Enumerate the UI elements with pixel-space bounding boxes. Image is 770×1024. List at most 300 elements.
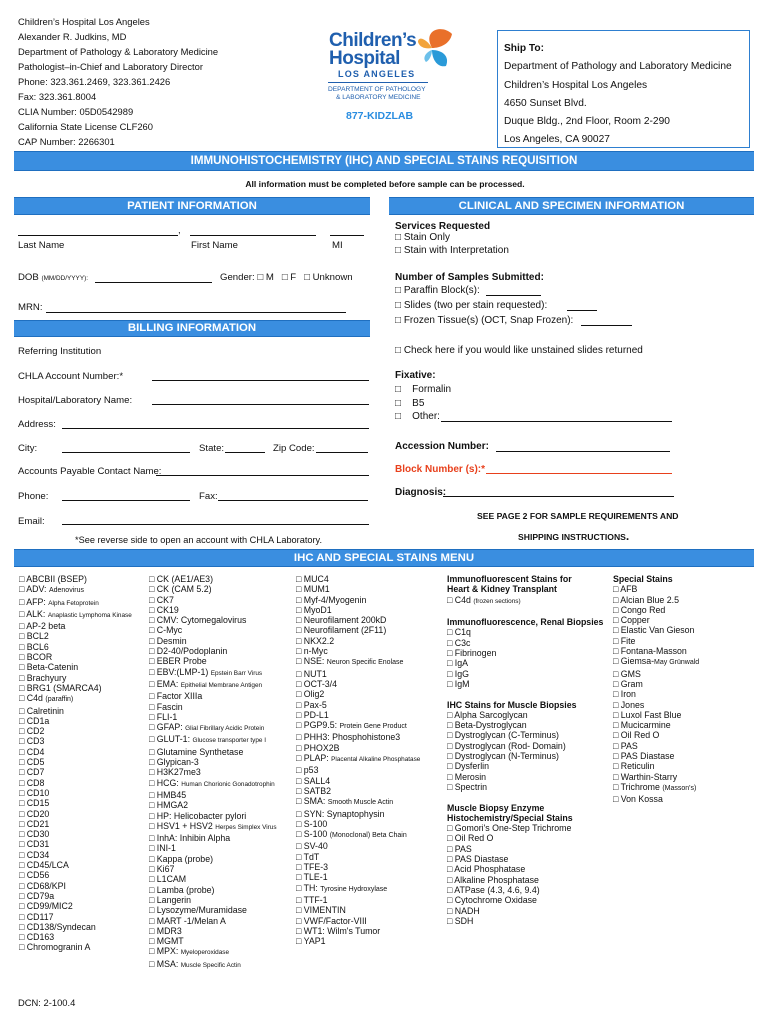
- stain-option[interactable]: [149, 757, 277, 767]
- stain-option[interactable]: [613, 605, 699, 615]
- stain-option[interactable]: [296, 743, 420, 753]
- stain-checkbox[interactable]: □: [296, 594, 302, 605]
- stain-option[interactable]: [19, 798, 132, 808]
- stain-checkbox[interactable]: □: [447, 843, 453, 854]
- stain-checkbox[interactable]: □: [613, 594, 619, 605]
- stain-checkbox[interactable]: □: [149, 604, 155, 615]
- stain-option[interactable]: [149, 926, 277, 936]
- stain-option[interactable]: [613, 584, 699, 594]
- stain-option[interactable]: [447, 710, 603, 720]
- first-name-line[interactable]: [190, 235, 316, 236]
- stain-option[interactable]: [19, 850, 132, 860]
- stain-checkbox[interactable]: □: [19, 705, 25, 716]
- gender-f-checkbox[interactable]: □: [276, 272, 291, 283]
- stain-checkbox[interactable]: □: [19, 682, 25, 693]
- stain-checkbox[interactable]: □: [149, 666, 155, 677]
- stain-checkbox[interactable]: □: [19, 608, 25, 619]
- stain-option[interactable]: [149, 584, 277, 594]
- stain-checkbox[interactable]: □: [149, 646, 155, 657]
- stain-option[interactable]: [447, 648, 603, 658]
- stain-option[interactable]: [149, 874, 277, 884]
- stain-option[interactable]: [447, 823, 603, 833]
- stain-checkbox[interactable]: □: [613, 751, 619, 762]
- stain-checkbox[interactable]: □: [447, 761, 453, 772]
- stain-checkbox[interactable]: □: [447, 874, 453, 885]
- fixative-other[interactable]: □ Other:: [395, 411, 440, 422]
- stain-option[interactable]: [296, 625, 420, 635]
- stain-option[interactable]: [296, 700, 420, 710]
- stain-option[interactable]: [613, 679, 699, 689]
- stain-option[interactable]: [149, 895, 277, 905]
- stain-checkbox[interactable]: □: [296, 829, 302, 840]
- stain-checkbox[interactable]: □: [613, 761, 619, 772]
- stain-option[interactable]: [296, 584, 420, 594]
- stain-checkbox[interactable]: □: [447, 594, 453, 605]
- stain-checkbox[interactable]: □: [296, 709, 302, 720]
- stain-checkbox[interactable]: □: [19, 818, 25, 829]
- gender-unknown-checkbox[interactable]: □: [298, 272, 313, 283]
- stain-checkbox[interactable]: □: [613, 730, 619, 741]
- stain-checkbox[interactable]: □: [149, 746, 155, 757]
- stain-option[interactable]: [19, 716, 132, 726]
- stain-checkbox[interactable]: □: [19, 860, 25, 871]
- stain-checkbox[interactable]: □: [19, 641, 25, 652]
- stain-checkbox[interactable]: □: [149, 925, 155, 936]
- stain-option[interactable]: [613, 669, 699, 679]
- stain-option[interactable]: [149, 905, 277, 915]
- stain-checkbox[interactable]: □: [149, 767, 155, 778]
- address-line[interactable]: [62, 428, 369, 429]
- ap-contact-line[interactable]: [156, 475, 369, 476]
- stain-option[interactable]: [149, 646, 277, 656]
- stain-option[interactable]: [149, 636, 277, 646]
- stain-checkbox[interactable]: □: [447, 823, 453, 834]
- stain-checkbox[interactable]: □: [613, 604, 619, 615]
- stain-checkbox[interactable]: □: [296, 818, 302, 829]
- stain-checkbox[interactable]: □: [447, 709, 453, 720]
- stain-option[interactable]: [19, 922, 132, 932]
- stain-option[interactable]: [19, 870, 132, 880]
- stain-checkbox[interactable]: □: [296, 574, 302, 584]
- stain-option[interactable]: [149, 843, 277, 853]
- stain-checkbox[interactable]: □: [296, 775, 302, 786]
- stain-option[interactable]: [149, 821, 277, 833]
- stain-checkbox[interactable]: □: [19, 890, 25, 901]
- stain-checkbox[interactable]: □: [19, 574, 25, 584]
- stain-checkbox[interactable]: □: [447, 833, 453, 844]
- stain-option[interactable]: [296, 916, 420, 926]
- stain-option[interactable]: [149, 790, 277, 800]
- stain-checkbox[interactable]: □: [149, 574, 155, 584]
- stain-option[interactable]: [149, 625, 277, 635]
- stain-option[interactable]: [296, 926, 420, 936]
- stain-checkbox[interactable]: □: [296, 915, 302, 926]
- stain-option[interactable]: [149, 811, 277, 821]
- stain-checkbox[interactable]: □: [19, 787, 25, 798]
- stain-checkbox[interactable]: □: [149, 691, 155, 702]
- stain-option[interactable]: [447, 595, 603, 607]
- stain-option[interactable]: [296, 862, 420, 872]
- stain-checkbox[interactable]: □: [19, 921, 25, 932]
- stain-checkbox[interactable]: □: [149, 701, 155, 712]
- stain-option[interactable]: [447, 864, 603, 874]
- stain-checkbox[interactable]: □: [149, 936, 155, 947]
- stain-checkbox[interactable]: □: [149, 874, 155, 885]
- stain-checkbox[interactable]: □: [613, 794, 619, 805]
- stain-option[interactable]: [19, 726, 132, 736]
- stain-checkbox[interactable]: □: [149, 810, 155, 821]
- city-line[interactable]: [62, 452, 190, 453]
- stain-option[interactable]: [613, 646, 699, 656]
- stain-option[interactable]: [613, 751, 699, 761]
- stain-option[interactable]: [447, 741, 603, 751]
- stain-checkbox[interactable]: □: [613, 584, 619, 595]
- stain-checkbox[interactable]: □: [19, 672, 25, 683]
- stain-checkbox[interactable]: □: [447, 627, 453, 638]
- stain-checkbox[interactable]: □: [149, 678, 155, 689]
- stain-checkbox[interactable]: □: [296, 689, 302, 700]
- stain-checkbox[interactable]: □: [19, 808, 25, 819]
- stain-checkbox[interactable]: □: [447, 771, 453, 782]
- stain-option[interactable]: [613, 730, 699, 740]
- stain-option[interactable]: [296, 595, 420, 605]
- stain-checkbox[interactable]: □: [296, 615, 302, 626]
- stain-option[interactable]: [19, 860, 132, 870]
- stain-checkbox[interactable]: □: [19, 839, 25, 850]
- stain-option[interactable]: [149, 916, 277, 926]
- stain-checkbox[interactable]: □: [19, 932, 25, 943]
- stain-checkbox[interactable]: □: [296, 796, 302, 807]
- stain-option[interactable]: [19, 912, 132, 922]
- stain-option[interactable]: [296, 829, 420, 841]
- stain-checkbox[interactable]: □: [149, 625, 155, 636]
- stain-checkbox[interactable]: □: [613, 635, 619, 646]
- stain-checkbox[interactable]: □: [447, 895, 453, 906]
- stain-option[interactable]: [19, 757, 132, 767]
- stain-option[interactable]: [19, 609, 132, 621]
- stain-option[interactable]: [296, 872, 420, 882]
- stain-option[interactable]: [149, 595, 277, 605]
- stain-checkbox[interactable]: □: [149, 800, 155, 811]
- stain-checkbox[interactable]: □: [447, 637, 453, 648]
- stain-option[interactable]: [19, 839, 132, 849]
- stain-checkbox[interactable]: □: [613, 689, 619, 700]
- stain-option[interactable]: [613, 741, 699, 751]
- stain-checkbox[interactable]: □: [296, 635, 302, 646]
- stain-option[interactable]: [447, 761, 603, 771]
- stain-checkbox[interactable]: □: [296, 732, 302, 743]
- stain-option[interactable]: [19, 829, 132, 839]
- stain-checkbox[interactable]: □: [149, 734, 155, 745]
- stain-checkbox[interactable]: □: [296, 656, 302, 667]
- stain-checkbox[interactable]: □: [447, 678, 453, 689]
- stain-option[interactable]: [296, 710, 420, 720]
- stain-checkbox[interactable]: □: [149, 757, 155, 768]
- phone-line[interactable]: [62, 500, 190, 501]
- hospital-name-line[interactable]: [152, 404, 369, 405]
- stain-checkbox[interactable]: □: [296, 808, 302, 819]
- stain-option[interactable]: [613, 772, 699, 782]
- stain-option[interactable]: [447, 658, 603, 668]
- stain-checkbox[interactable]: □: [149, 615, 155, 626]
- stain-option[interactable]: [19, 788, 132, 798]
- sample-paraffin[interactable]: □ Paraffin Block(s):: [395, 285, 480, 296]
- stain-option[interactable]: [149, 959, 277, 971]
- fixative-b5[interactable]: □ B5: [395, 398, 425, 409]
- paraffin-count-line[interactable]: [486, 295, 541, 296]
- stain-option[interactable]: [19, 574, 132, 584]
- stain-option[interactable]: [149, 722, 277, 734]
- dob-line[interactable]: [95, 282, 212, 283]
- stain-option[interactable]: [613, 615, 699, 625]
- stain-checkbox[interactable]: □: [447, 905, 453, 916]
- stain-checkbox[interactable]: □: [149, 833, 155, 844]
- stain-option[interactable]: [19, 747, 132, 757]
- stain-option[interactable]: [19, 652, 132, 662]
- stain-option[interactable]: [296, 936, 420, 946]
- stain-option[interactable]: [149, 615, 277, 625]
- stain-option[interactable]: [296, 636, 420, 646]
- stain-checkbox[interactable]: □: [149, 905, 155, 916]
- stain-option[interactable]: [19, 932, 132, 942]
- stain-option[interactable]: [447, 669, 603, 679]
- stain-option[interactable]: [19, 891, 132, 901]
- stain-checkbox[interactable]: □: [296, 753, 302, 764]
- stain-checkbox[interactable]: □: [613, 668, 619, 679]
- stain-checkbox[interactable]: □: [296, 936, 302, 947]
- stain-checkbox[interactable]: □: [613, 699, 619, 710]
- stain-checkbox[interactable]: □: [447, 648, 453, 659]
- stain-checkbox[interactable]: □: [613, 678, 619, 689]
- stain-option[interactable]: [19, 621, 132, 631]
- stain-option[interactable]: [19, 778, 132, 788]
- stain-checkbox[interactable]: □: [296, 872, 302, 883]
- stain-option[interactable]: [19, 819, 132, 829]
- stain-option[interactable]: [19, 767, 132, 777]
- stain-checkbox[interactable]: □: [613, 709, 619, 720]
- stain-option[interactable]: [296, 883, 420, 895]
- stain-option[interactable]: [19, 662, 132, 672]
- stain-checkbox[interactable]: □: [447, 730, 453, 741]
- stain-checkbox[interactable]: □: [19, 942, 25, 953]
- sample-slides[interactable]: □ Slides (two per stain requested):: [395, 300, 548, 311]
- stain-option[interactable]: [149, 712, 277, 722]
- stain-checkbox[interactable]: □: [296, 785, 302, 796]
- stain-option[interactable]: [19, 901, 132, 911]
- stain-option[interactable]: [296, 809, 420, 819]
- stain-option[interactable]: [296, 895, 420, 905]
- stain-option[interactable]: [149, 574, 277, 584]
- fixative-other-line[interactable]: [441, 421, 672, 422]
- stain-option[interactable]: [613, 720, 699, 730]
- stain-option[interactable]: [149, 605, 277, 615]
- stain-checkbox[interactable]: □: [447, 658, 453, 669]
- service-stain-only[interactable]: □ Stain Only: [395, 232, 450, 243]
- stain-checkbox[interactable]: □: [149, 915, 155, 926]
- stain-checkbox[interactable]: □: [19, 631, 25, 642]
- stain-option[interactable]: [447, 679, 603, 689]
- stain-checkbox[interactable]: □: [19, 736, 25, 747]
- stain-option[interactable]: [296, 753, 420, 765]
- stain-checkbox[interactable]: □: [296, 646, 302, 657]
- stain-checkbox[interactable]: □: [19, 757, 25, 768]
- stain-checkbox[interactable]: □: [447, 854, 453, 865]
- stain-checkbox[interactable]: □: [613, 771, 619, 782]
- stain-option[interactable]: [613, 625, 699, 635]
- stain-option[interactable]: [613, 761, 699, 771]
- stain-option[interactable]: [19, 597, 132, 609]
- sample-frozen[interactable]: □ Frozen Tissue(s) (OCT, Snap Frozen):: [395, 315, 574, 326]
- stain-checkbox[interactable]: □: [447, 884, 453, 895]
- stain-checkbox[interactable]: □: [149, 711, 155, 722]
- diagnosis-line[interactable]: [443, 496, 674, 497]
- stain-checkbox[interactable]: □: [19, 880, 25, 891]
- stain-checkbox[interactable]: □: [613, 625, 619, 636]
- fixative-formalin[interactable]: □ Formalin: [395, 384, 452, 395]
- email-line[interactable]: [62, 524, 369, 525]
- stain-option[interactable]: [296, 905, 420, 915]
- stain-checkbox[interactable]: □: [613, 656, 619, 667]
- stain-option[interactable]: [296, 765, 420, 775]
- stain-option[interactable]: [149, 667, 277, 679]
- stain-checkbox[interactable]: □: [19, 798, 25, 809]
- stain-option[interactable]: [296, 615, 420, 625]
- stain-checkbox[interactable]: □: [19, 901, 25, 912]
- stain-option[interactable]: [447, 916, 603, 926]
- stain-checkbox[interactable]: □: [447, 915, 453, 926]
- stain-option[interactable]: [296, 646, 420, 656]
- stain-option[interactable]: [149, 864, 277, 874]
- stain-option[interactable]: [149, 833, 277, 843]
- stain-option[interactable]: [447, 627, 603, 637]
- stain-option[interactable]: [613, 595, 699, 605]
- stain-checkbox[interactable]: □: [149, 584, 155, 595]
- stain-option[interactable]: [296, 732, 420, 742]
- unstained-slides-option[interactable]: □ Check here if you would like unstained slides returned: [395, 345, 643, 356]
- stain-option[interactable]: [149, 656, 277, 666]
- stain-checkbox[interactable]: □: [296, 862, 302, 873]
- gender-m-checkbox[interactable]: □: [257, 272, 266, 283]
- stain-checkbox[interactable]: □: [296, 765, 302, 776]
- stain-checkbox[interactable]: □: [447, 751, 453, 762]
- block-number-line[interactable]: [486, 473, 672, 474]
- stain-checkbox[interactable]: □: [149, 820, 155, 831]
- last-name-line[interactable]: [18, 235, 178, 236]
- fax-line[interactable]: [218, 500, 368, 501]
- stain-option[interactable]: [447, 720, 603, 730]
- stain-checkbox[interactable]: □: [19, 849, 25, 860]
- stain-option[interactable]: [447, 730, 603, 740]
- stain-checkbox[interactable]: □: [149, 853, 155, 864]
- stain-option[interactable]: [19, 673, 132, 683]
- mi-line[interactable]: [330, 235, 364, 236]
- stain-checkbox[interactable]: □: [447, 864, 453, 875]
- state-line[interactable]: [225, 452, 265, 453]
- stain-checkbox[interactable]: □: [19, 777, 25, 788]
- stain-option[interactable]: [613, 710, 699, 720]
- stain-checkbox[interactable]: □: [296, 625, 302, 636]
- stain-checkbox[interactable]: □: [296, 678, 302, 689]
- stain-option[interactable]: [447, 885, 603, 895]
- stain-option[interactable]: [613, 656, 699, 668]
- stain-option[interactable]: [296, 819, 420, 829]
- stain-option[interactable]: [149, 747, 277, 757]
- stain-option[interactable]: [296, 852, 420, 862]
- stain-checkbox[interactable]: □: [19, 911, 25, 922]
- stain-option[interactable]: [447, 895, 603, 905]
- stain-checkbox[interactable]: □: [296, 905, 302, 916]
- stain-option[interactable]: [149, 767, 277, 777]
- stain-option[interactable]: [296, 720, 420, 732]
- stain-option[interactable]: [296, 786, 420, 796]
- stain-checkbox[interactable]: □: [296, 668, 302, 679]
- stain-checkbox[interactable]: □: [296, 742, 302, 753]
- stain-option[interactable]: [149, 691, 277, 701]
- stain-checkbox[interactable]: □: [19, 693, 25, 704]
- stain-checkbox[interactable]: □: [149, 777, 155, 788]
- mrn-line[interactable]: [46, 312, 346, 313]
- stain-checkbox[interactable]: □: [19, 767, 25, 778]
- stain-option[interactable]: [19, 881, 132, 891]
- stain-checkbox[interactable]: □: [613, 615, 619, 626]
- stain-checkbox[interactable]: □: [296, 604, 302, 615]
- stain-option[interactable]: [447, 638, 603, 648]
- service-stain-interpretation[interactable]: □ Stain with Interpretation: [395, 245, 509, 256]
- stain-checkbox[interactable]: □: [149, 594, 155, 605]
- stain-option[interactable]: [296, 605, 420, 615]
- stain-option[interactable]: [447, 906, 603, 916]
- stain-checkbox[interactable]: □: [149, 884, 155, 895]
- stain-option[interactable]: [149, 734, 277, 746]
- stain-option[interactable]: [19, 642, 132, 652]
- stain-checkbox[interactable]: □: [447, 720, 453, 731]
- stain-option[interactable]: [296, 689, 420, 699]
- stain-checkbox[interactable]: □: [19, 746, 25, 757]
- stain-option[interactable]: [613, 636, 699, 646]
- stain-checkbox[interactable]: □: [19, 584, 25, 595]
- stain-option[interactable]: [19, 809, 132, 819]
- stain-checkbox[interactable]: □: [149, 958, 155, 969]
- stain-option[interactable]: [19, 631, 132, 641]
- stain-checkbox[interactable]: □: [447, 781, 453, 792]
- stain-option[interactable]: [613, 689, 699, 699]
- stain-checkbox[interactable]: □: [613, 720, 619, 731]
- stain-checkbox[interactable]: □: [19, 621, 25, 632]
- stain-checkbox[interactable]: □: [296, 584, 302, 595]
- stain-checkbox[interactable]: □: [447, 740, 453, 751]
- stain-checkbox[interactable]: □: [19, 726, 25, 737]
- zip-line[interactable]: [316, 452, 368, 453]
- stain-option[interactable]: [613, 782, 699, 794]
- stain-checkbox[interactable]: □: [19, 596, 25, 607]
- stain-checkbox[interactable]: □: [447, 668, 453, 679]
- stain-option[interactable]: [296, 796, 420, 808]
- stain-option[interactable]: [447, 782, 603, 792]
- stain-checkbox[interactable]: □: [149, 843, 155, 854]
- stain-option[interactable]: [19, 736, 132, 746]
- stain-checkbox[interactable]: □: [296, 720, 302, 731]
- stain-checkbox[interactable]: □: [613, 740, 619, 751]
- stain-option[interactable]: [613, 794, 699, 804]
- stain-option[interactable]: [447, 875, 603, 885]
- stain-checkbox[interactable]: □: [149, 894, 155, 905]
- stain-checkbox[interactable]: □: [613, 646, 619, 657]
- stain-checkbox[interactable]: □: [296, 894, 302, 905]
- stain-checkbox[interactable]: □: [19, 870, 25, 881]
- stain-option[interactable]: [296, 574, 420, 584]
- stain-option[interactable]: [447, 854, 603, 864]
- stain-option[interactable]: [149, 800, 277, 810]
